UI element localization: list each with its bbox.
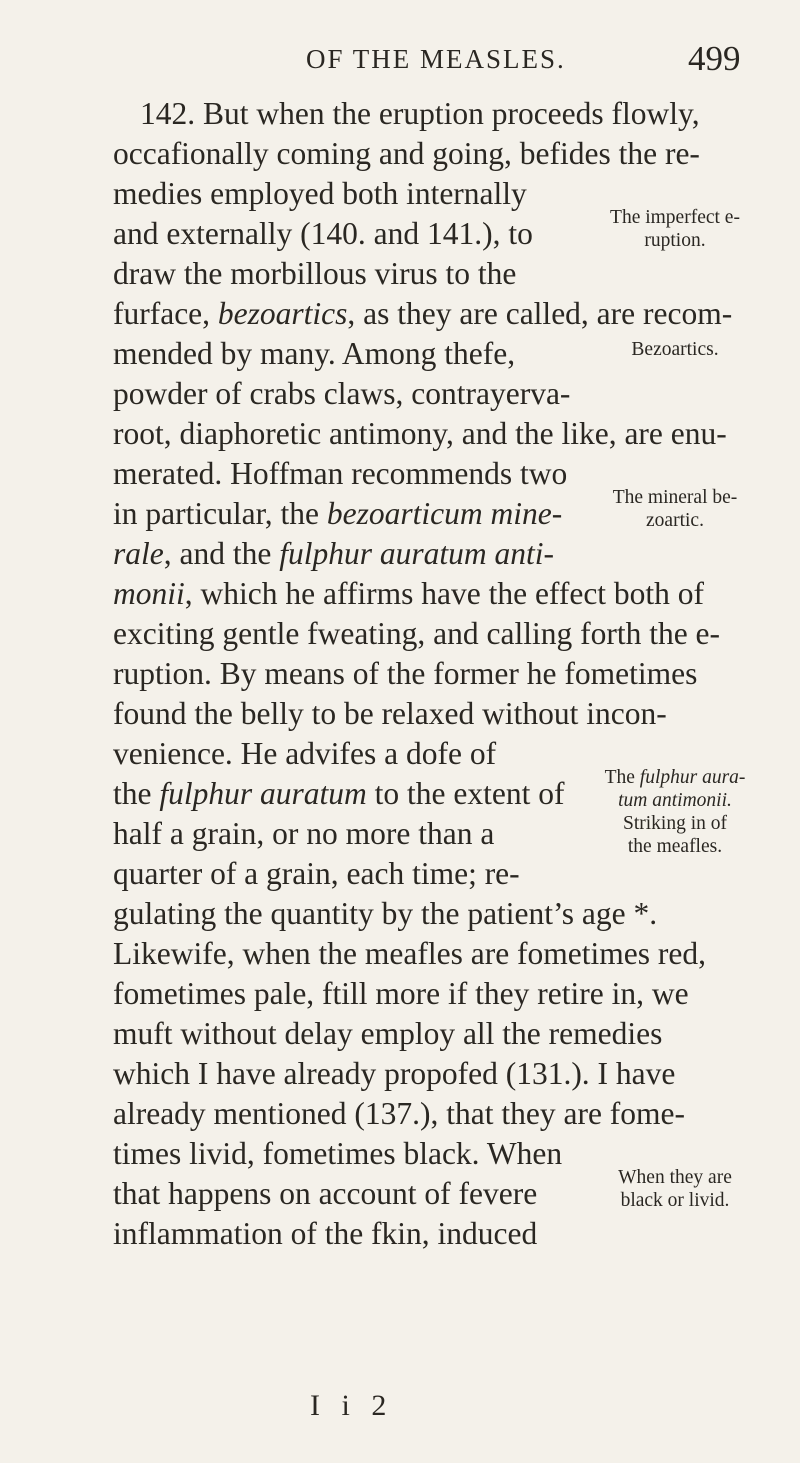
page-number: 499 — [688, 39, 741, 78]
text-line: powder of crabs claws, contrayerva- — [113, 376, 571, 411]
text-line: ruption. By means of the former he fometimes — [113, 656, 698, 691]
text-line: occafionally coming and going, befides the re- — [113, 136, 700, 171]
italic-span: fulphur aura- — [639, 767, 746, 788]
margin-note-line: zoartic. — [646, 510, 704, 531]
text-line: inflammation of the fkin, induced — [113, 1216, 538, 1251]
margin-note-line: the meafles. — [627, 836, 723, 857]
text-line: fometimes pale, ftill more if they retire in, we — [113, 976, 689, 1011]
text-line: medies employed both internally — [113, 176, 527, 211]
italic-span: bezoarticum mine- — [326, 496, 563, 531]
text-line: quarter of a grain, each time; re- — [113, 856, 520, 891]
margin-note — [575, 1166, 775, 1212]
text-line: already mentioned (137.), that they are fome- — [113, 1096, 686, 1131]
italic-span: bezoartics — [217, 296, 348, 331]
text-line: gulating the quantity by the patient’s age *. — [113, 896, 658, 931]
text-line: rale, and the fulphur auratum anti- — [113, 536, 554, 571]
text-line: in particular, the bezoarticum mine- — [113, 496, 563, 531]
margin-note-line: black or livid. — [620, 1190, 730, 1211]
margin-note-line: When they are — [618, 1167, 732, 1188]
text-line: muft without delay employ all the remedies — [113, 1016, 663, 1051]
italic-span: fulphur auratum — [159, 776, 367, 811]
margin-note-line: The fulphur aura- — [604, 767, 746, 788]
italic-span: fulphur auratum anti- — [279, 536, 554, 571]
margin-note-line — [575, 789, 775, 812]
text-line: half a grain, or no more than a — [113, 816, 495, 851]
text-line: and externally (140. and 141.), to — [113, 216, 533, 251]
signature-mark: I i 2 — [310, 1389, 394, 1422]
margin-note — [575, 766, 775, 858]
margin-note-line: Striking in of — [622, 813, 727, 834]
margin-note-line: The mineral be- — [612, 487, 738, 508]
text-line: 142. But when the eruption proceeds flowly, — [140, 96, 700, 131]
italic-span: monii — [113, 576, 185, 611]
text-line: that happens on account of fevere — [113, 1176, 538, 1211]
text-line: venience. He advifes a dofe of — [113, 736, 497, 771]
running-header — [0, 34, 800, 84]
margin-note — [575, 486, 775, 532]
margin-note-line: Bezoartics. — [631, 339, 719, 360]
text-line: root, diaphoretic antimony, and the like, are enu- — [113, 416, 727, 451]
margin-note-line: ruption. — [644, 230, 706, 251]
text-line: furface, bezoartics, as they are called, are recom- — [113, 296, 733, 331]
text-line: exciting gentle fweating, and calling forth the e- — [113, 616, 721, 651]
text-line: monii, which he affirms have the effect both of — [113, 576, 705, 611]
margin-note — [575, 338, 775, 361]
text-line: found the belly to be relaxed without incon- — [113, 696, 667, 731]
text-line: draw the morbillous virus to the — [113, 256, 517, 291]
text-line: the fulphur auratum to the extent of — [113, 776, 565, 811]
italic-span: rale — [113, 536, 164, 571]
text-line: merated. Hoffman recommends two — [113, 456, 568, 491]
text-line: times livid, fometimes black. When — [113, 1136, 563, 1171]
text-line: which I have already propofed (131.). I have — [113, 1056, 676, 1091]
margin-note — [575, 206, 775, 252]
italic-span: tum antimonii. — [618, 790, 732, 811]
text-line: Likewife, when the meafles are fometimes red, — [113, 936, 706, 971]
text-line: mended by many. Among thefe, — [113, 336, 516, 371]
running-head: OF THE MEASLES. — [306, 44, 566, 74]
margin-note-line: The imperfect e- — [610, 207, 740, 228]
